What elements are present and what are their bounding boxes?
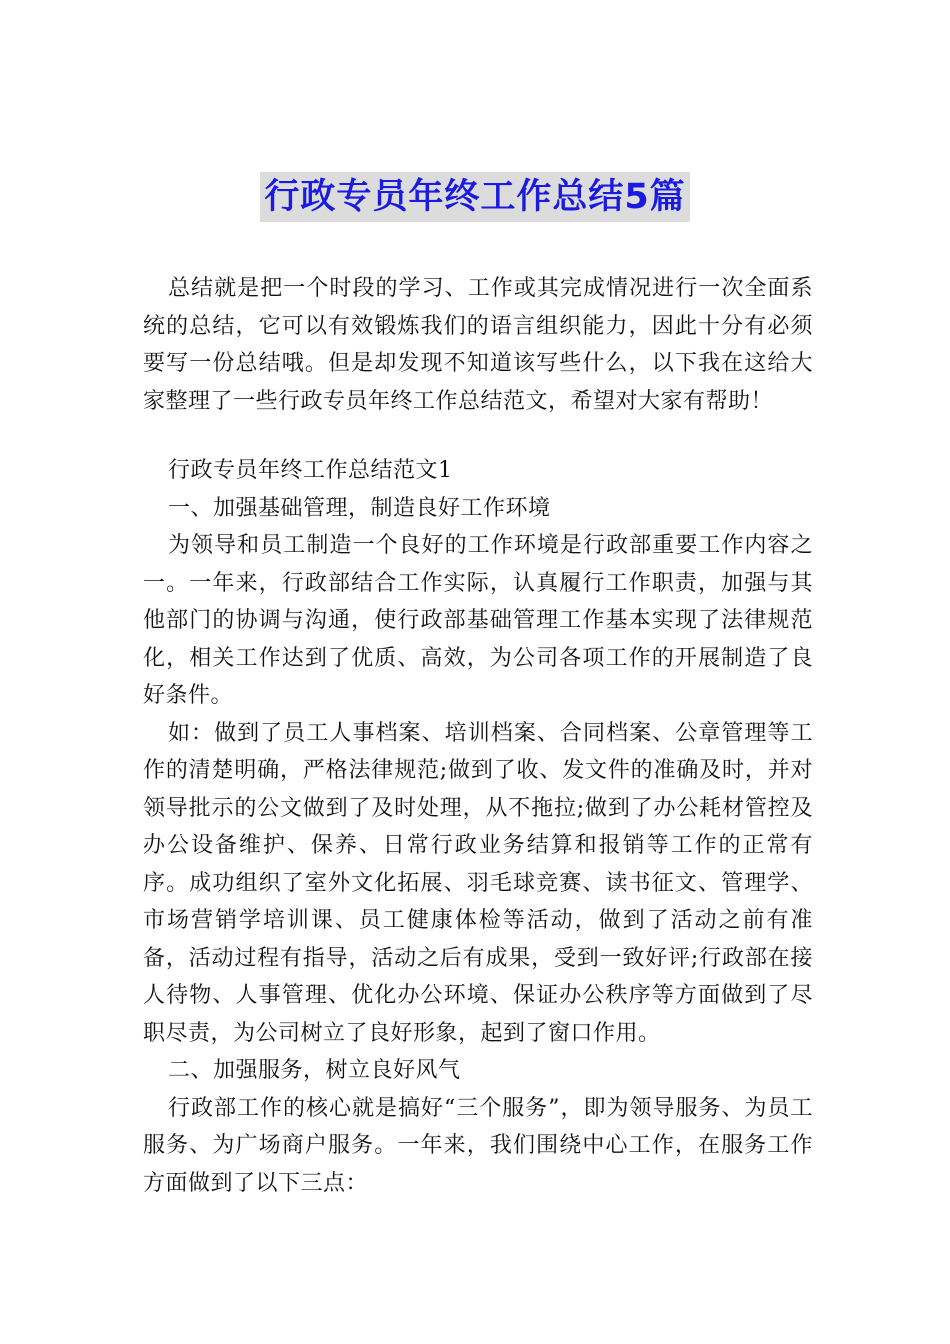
body-paragraph: 行政部工作的核心就是搞好“三个服务”，即为领导服务、为员工服务、为广场商户服务。一年来，我们围绕中心工作，在服务工作方面做到了以下三点： bbox=[143, 1095, 813, 1196]
intro-paragraph: 总结就是把一个时段的学习、工作或其完成情况进行一次全面系统的总结，它可以有效锻炼我们的语言组织能力，因此十分有必须要写一份总结哦。但是却发现不知道该写些什么，以下我在这给大家整理了一些行政专员年终工作总结范文，希望对大家有帮助！ bbox=[143, 276, 813, 414]
body-paragraph: 为领导和员工制造一个良好的工作环境是行政部重要工作内容之一。一年来，行政部结合工作实际，认真履行工作职责，加强与其他部门的协调与沟通，使行政部基础管理工作基本实现了法律规范化，相关工作达到了优质、高效，为公司各项工作的开展制造了良好条件。 bbox=[143, 533, 813, 708]
section-heading: 行政专员年终工作总结范文1 bbox=[168, 458, 453, 483]
subheading-1: 一、加强基础管理，制造良好工作环境 bbox=[168, 495, 551, 521]
document-title: 行政专员年终工作总结5篇 bbox=[260, 172, 689, 222]
intro-block bbox=[143, 270, 813, 420]
title-container bbox=[0, 172, 950, 222]
body-paragraph: 如：做到了员工人事档案、培训档案、合同档案、公章管理等工作的清楚明确，严格法律规范;做到了收、发文件的准确及时，并对领导批示的公文做到了及时处理，从不拖拉;做到了办公耗材管控及办公设备维护、保养、日常行政业务结算和报销等工作的正常有序。成功组织了室外文化拓展、羽毛球竞赛、读书征文、管理学、市场营销学培训课、员工健康体检等活动，做到了活动之前有准备，活动过程有指导，活动之后有成果，受到一致好评;行政部在接人待物、人事管理、优化办公环境、保证办公秩序等方面做到了尽职尽责，为公司树立了良好形象，起到了窗口作用。 bbox=[143, 720, 813, 1046]
section-1-block bbox=[143, 452, 813, 1202]
subheading-2: 二、加强服务，树立良好风气 bbox=[168, 1058, 461, 1083]
